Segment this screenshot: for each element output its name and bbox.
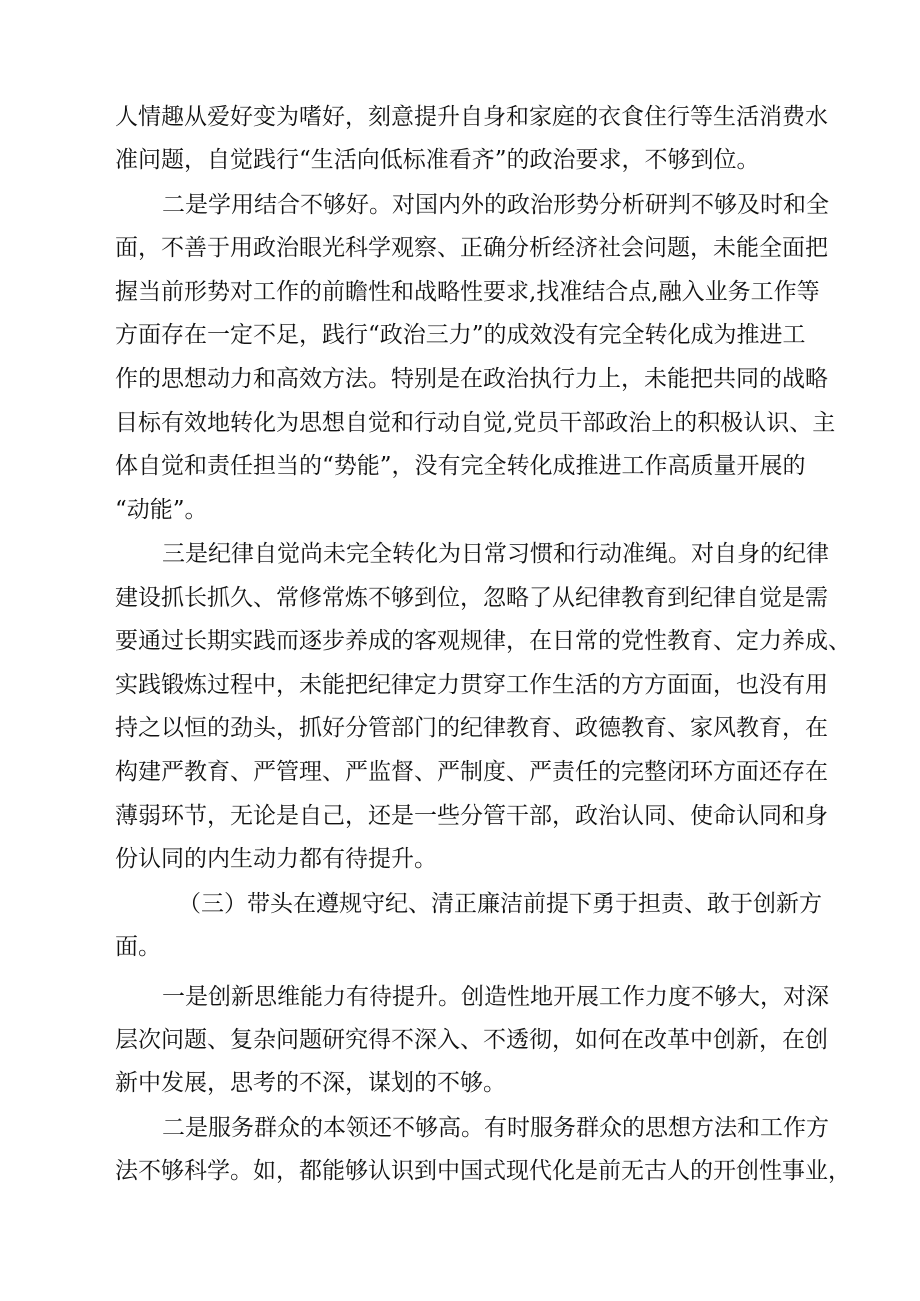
- text-line: [0, 796, 920, 836]
- line-text: 目标有效地转化为思想自觉和行动自觉,党员干部政治上的积极认识、主: [115, 410, 836, 436]
- line-text: 层次问题、复杂问题研究得不深入、不透彻，如何在改革中创新，在创: [115, 1027, 828, 1053]
- line-text: 薄弱环节，无论是自己，还是一些分管干部，政治认同、使命认同和身: [115, 803, 828, 829]
- line-text: 二是服务群众的本领还不够高。有时服务群众的思想方法和工作方: [162, 1115, 829, 1141]
- section-heading-continued: 面。: [115, 934, 161, 960]
- text-line: [0, 665, 920, 705]
- line-text: 份认同的内生动力都有待提升。: [115, 846, 437, 872]
- text-line: [0, 1020, 920, 1060]
- line-text: 作的思想动力和高效方法。特别是在政治执行力上，未能把共同的战略: [115, 366, 828, 392]
- text-line: [0, 403, 920, 443]
- text-line: [0, 272, 920, 312]
- line-text: 三是纪律自觉尚未完全转化为日常习惯和行动准绳。对自身的纪律: [162, 541, 829, 567]
- text-line: [0, 315, 920, 355]
- line-text: 方面存在一定不足，践行“政治三力”的成效没有完全转化成为推进工: [115, 322, 806, 348]
- text-line: [0, 578, 920, 618]
- text-line: [0, 1063, 920, 1103]
- line-text: 要通过长期实践而逐步养成的客观规律，在日常的党性教育、定力养成、: [115, 628, 851, 654]
- line-text: 持之以恒的劲头，抓好分管部门的纪律教育、政德教育、家风教育，在: [115, 715, 828, 741]
- line-text: “动能”。: [115, 497, 208, 523]
- text-line: [0, 185, 920, 225]
- line-text: 人情趣从爱好变为嗜好，刻意提升自身和家庭的衣食住行等生活消费水: [115, 104, 828, 130]
- text-line: [0, 446, 920, 486]
- line-text: 建设抓长抓久、常修常炼不够到位，忽略了从纪律教育到纪律自觉是需: [115, 585, 828, 611]
- text-line: [0, 1151, 920, 1191]
- line-text: 二是学用结合不够好。对国内外的政治形势分析研判不够及时和全: [162, 192, 829, 218]
- line-text: 一是创新思维能力有待提升。创造性地开展工作力度不够大，对深: [162, 984, 829, 1010]
- line-text: 准问题，自觉践行“生活向低标准看齐”的政治要求，不够到位。: [115, 147, 760, 173]
- text-line: [0, 490, 920, 530]
- text-line: [0, 140, 920, 180]
- text-line: [0, 977, 920, 1017]
- section-heading: （三）带头在遵规守纪、清正廉洁前提下勇于担责、敢于创新方: [178, 891, 822, 917]
- line-text: 面，不善于用政治眼光科学观察、正确分析经济社会问题，未能全面把: [115, 235, 828, 261]
- text-line: [0, 228, 920, 268]
- text-line: [0, 621, 920, 661]
- text-line: [0, 1108, 920, 1148]
- text-line: [0, 839, 920, 879]
- text-line: [0, 708, 920, 748]
- line-text: 体自觉和责任担当的“势能”，没有完全转化成推进工作高质量开展的: [115, 453, 806, 479]
- text-line: [0, 752, 920, 792]
- line-text: 构建严教育、严管理、严监督、严制度、严责任的完整闭环方面还存在: [115, 759, 828, 785]
- text-line: [0, 359, 920, 399]
- line-text: 新中发展，思考的不深，谋划的不够。: [115, 1070, 506, 1096]
- line-text: 实践锻炼过程中，未能把纪律定力贯穿工作生活的方方面面，也没有用: [115, 672, 828, 698]
- text-line: [0, 927, 920, 967]
- text-line: [0, 534, 920, 574]
- text-line: [0, 97, 920, 137]
- line-text: 握当前形势对工作的前瞻性和战略性要求,找准结合点,融入业务工作等: [115, 279, 820, 305]
- line-text: 法不够科学。如，都能够认识到中国式现代化是前无古人的开创性事业，: [115, 1158, 851, 1184]
- text-line: [0, 884, 920, 924]
